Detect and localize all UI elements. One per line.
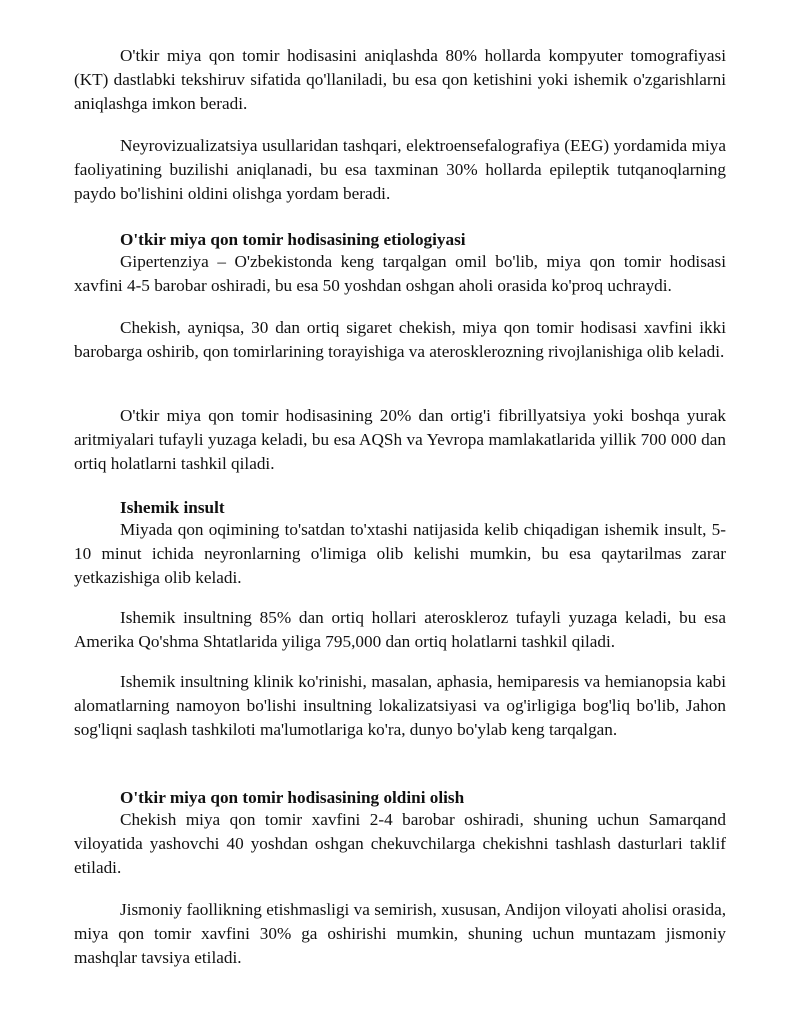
heading-ischemic-stroke: Ishemik insult: [120, 498, 225, 517]
paragraph-eeg: Neyrovizualizatsiya usullaridan tashqari, elektroensefalografiya (EEG) yordamida miya faoliyatining buzilishi aniqlanadi, bu esa taxminan 30% hollarda epileptik tutqanoqlarning paydo bo'lishini oldini olishga yordam beradi.: [74, 136, 726, 203]
paragraph-ischemic-mechanism: Miyada qon oqimining to'satdan to'xtashi natijasida kelib chiqadigan ishemik insult, 5-10 minut ichida neyronlarning o'limiga olib kelishi mumkin, bu esa qaytarilmas zarar yetkazishiga olib keladi.: [74, 520, 726, 587]
heading-prevention: O'tkir miya qon tomir hodisasining oldini olish: [120, 788, 465, 807]
paragraph-hypertension: Gipertenziya – O'zbekistonda keng tarqalgan omil bo'lib, miya qon tomir hodisasi xavfini 4-5 barobar oshiradi, bu esa 50 yoshdan oshgan aholi orasida ko'proq uchraydi.: [74, 252, 726, 295]
paragraph-smoking-cessation: Chekish miya qon tomir xavfini 2-4 barobar oshiradi, shuning uchun Samarqand viloyatida yashovchi 40 yoshdan oshgan chekuvchilarga chekishni tashlash dasturlari taklif etiladi.: [74, 810, 726, 877]
paragraph-atherosclerosis: Ishemik insultning 85% dan ortiq hollari ateroskleroz tufayli yuzaga keladi, bu esa Amerika Qo'shma Shtatlarida yiliga 795,000 dan ortiq holatlarni tashkil qiladi.: [74, 608, 726, 651]
paragraph-ct-diagnosis: O'tkir miya qon tomir hodisasini aniqlashda 80% hollarda kompyuter tomografiyasi (KT) dastlabki tekshiruv sifatida qo'llaniladi, bu esa qon ketishini yoki ishemik o'zgarishlarni aniqlashga imkon beradi.: [74, 46, 726, 113]
paragraph-clinical-signs: Ishemik insultning klinik ko'rinishi, masalan, aphasia, hemiparesis va hemianopsia kabi alomatlarning namoyon bo'lishi insultning lokalizatsiyasi va og'irligiga bog'liq bo'lib, Jahon sog'liqni saqlash tashkiloti ma'lumotlariga ko'ra, dunyo bo'ylab keng tarqalgan.: [74, 672, 726, 739]
paragraph-physical-activity: Jismoniy faollikning etishmasligi va semirish, xususan, Andijon viloyati aholisi orasida, miya qon tomir xavfini 30% ga oshirishi mumkin, shuning uchun muntazam jismoniy mashqlar tavsiya etiladi.: [74, 900, 726, 967]
paragraph-arrhythmia: O'tkir miya qon tomir hodisasining 20% dan ortig'i fibrillyatsiya yoki boshqa yurak aritmiyalari tufayli yuzaga keladi, bu esa AQSh va Yevropa mamlakatlarida yillik 700 000 dan ortiq holatlarni tashkil qiladi.: [74, 406, 726, 473]
heading-etiology: O'tkir miya qon tomir hodisasining etiologiyasi: [120, 230, 466, 249]
paragraph-smoking: Chekish, ayniqsa, 30 dan ortiq sigaret chekish, miya qon tomir hodisasi xavfini ikki barobarga oshirib, qon tomirlarining torayishiga va aterosklerozning rivojlanishiga olib keladi.: [74, 318, 726, 361]
